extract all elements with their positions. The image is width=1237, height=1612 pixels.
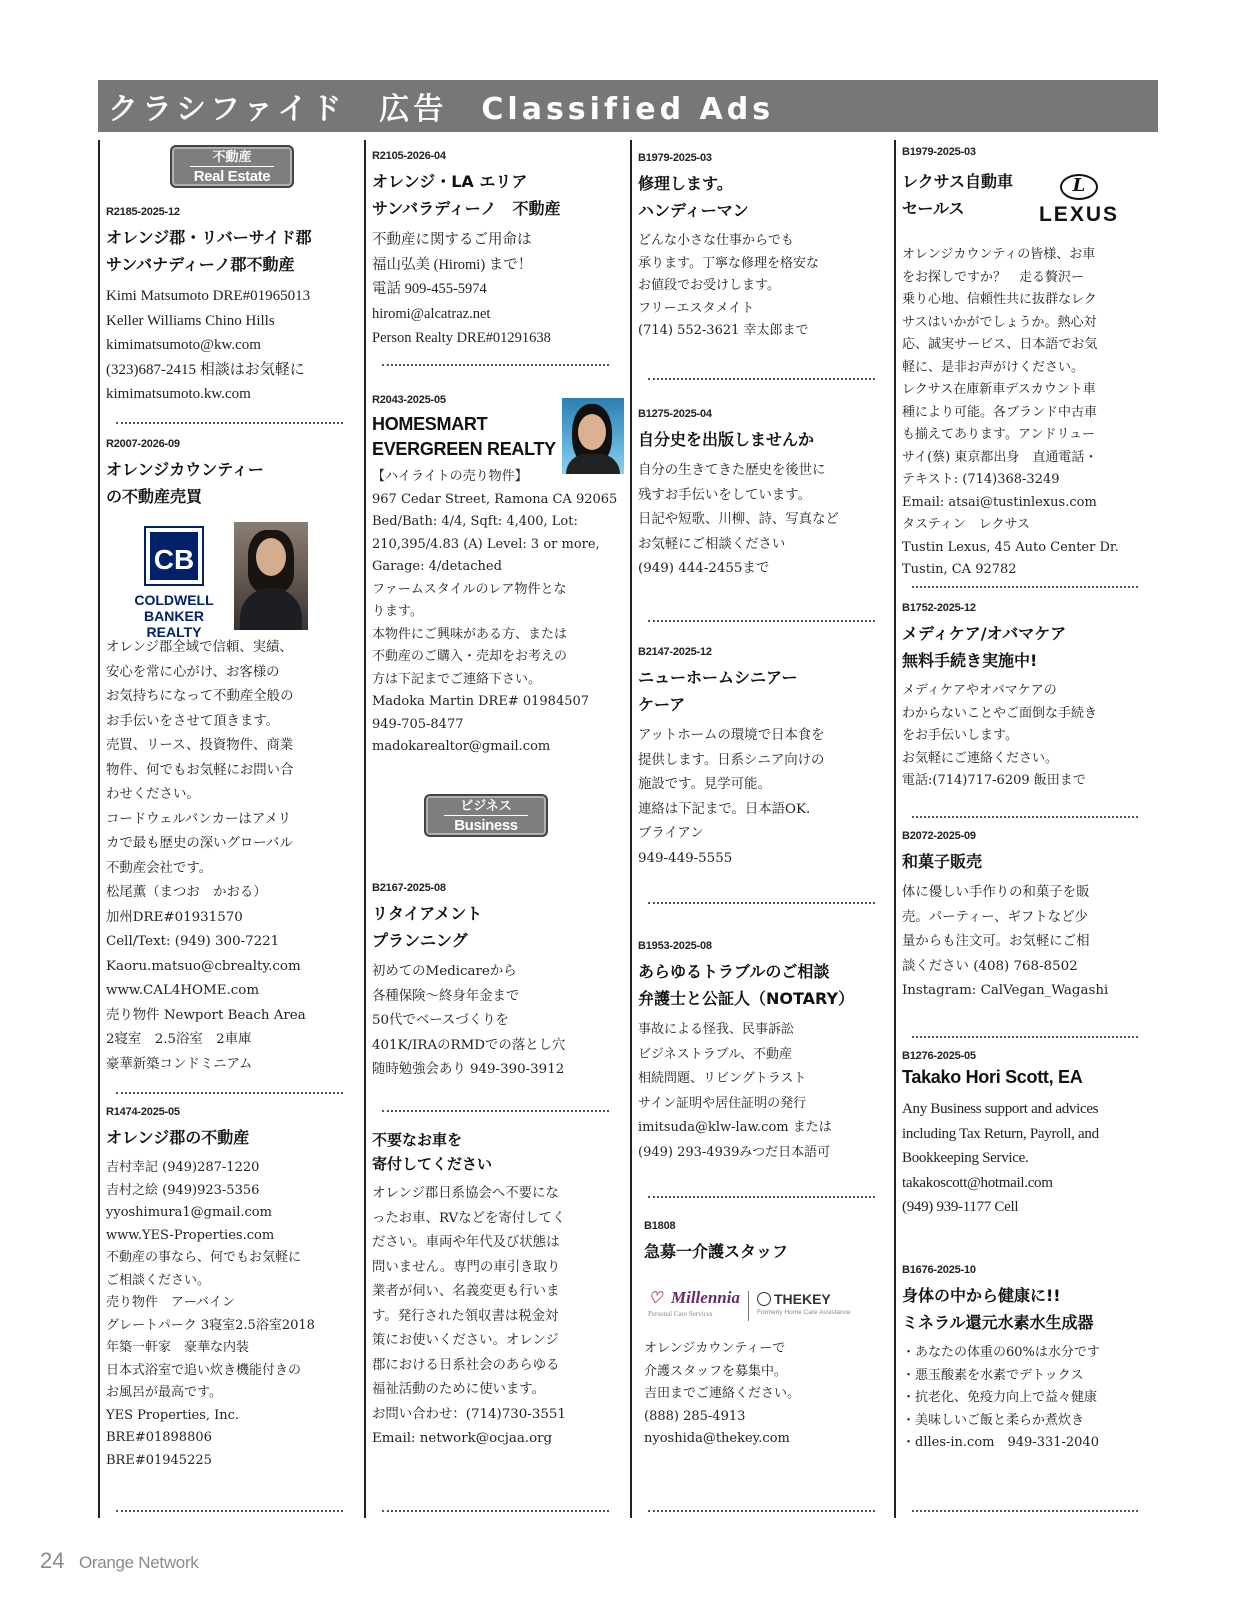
ad-b1979-handyman — [638, 152, 887, 343]
column-2 — [364, 140, 629, 1518]
divider — [648, 620, 875, 622]
page-footer — [40, 1548, 199, 1574]
column-3 — [630, 140, 895, 1518]
divider — [648, 902, 875, 904]
lexus-emblem-icon: L — [1060, 174, 1098, 200]
ad-title: 和菓子販売 — [902, 852, 983, 871]
ad-code: B1752-2025-12 — [902, 602, 976, 614]
ad-title: 身体の中から健康に!! ミネラル還元水素水生成器 — [902, 1286, 1094, 1332]
ad-b1752 — [902, 602, 1150, 793]
divider — [648, 378, 875, 380]
ad-b1953 — [638, 940, 887, 1165]
ad-code: R2185-2025-12 — [106, 206, 180, 218]
ad-body: どんな小さな仕事からでも 承ります。丁寧な修理を格安な お値段でお受けします。 フリーエスタメイト (714) 552-3621 幸太郎まで — [638, 233, 819, 338]
ad-body: Any Business support and advices including Tax Return, Payroll, and Bookkeeping Service. takakoscott@hotmail.com (949) 939-1177 Cell — [902, 1101, 1099, 1215]
divider — [382, 1110, 609, 1112]
cb-logo-text: COLDWELL BANKER REALTY — [134, 592, 214, 640]
ad-r1474 — [106, 1106, 355, 1472]
key-icon — [757, 1292, 771, 1306]
divider — [382, 1510, 609, 1512]
ad-body: 【ハイライトの売り物件】 967 Cedar Street, Ramona CA 92065 Bed/Bath: 4/4, Sqft: 4,400, Lot: 210,395/4.83 (A) Level: 3 or more, Garage: 4/detached ファームスタイルのレア物件とな ります。 本物件にご興味がある方、または 不動産のご購入・売却をお考えの 方は下記までご連絡下さい。 Madoka Martin DRE# 01984507 949-705-8477 madokarealtor@gmail.com — [372, 469, 618, 754]
section-jp-label: ビジネス — [444, 796, 528, 816]
ad-body: 不動産に関するご用命は 福山弘美 (Hiromi) まで！ 電話 909-455-5974 hiromi@alcatraz.net Person Realty DRE#01291638 — [372, 232, 551, 346]
ad-code: B1275-2025-04 — [638, 408, 712, 420]
ad-body: 自分の生きてきた歴史を後世に 残すお手伝いをしています。 日記や短歌、川柳、詩、写真など お気軽にご相談ください (949) 444-2455まで — [638, 463, 839, 576]
care-company-logos — [648, 1286, 851, 1326]
divider — [912, 586, 1138, 588]
heart-icon: ♡ — [648, 1290, 663, 1307]
ad-body: オレンジ郡全域で信頼、実績、 安心を常に心がけ、お客様の お気持ちになって不動産全般の お手伝いをさせて頂きます。 売買、リース、投資物件、商業 物件、何でもお気軽にお問い合 わせください。 コードウェルバンカーはアメリ カで最も歴史の深いグローバル 不動産会社です。 松尾薫（まつお かおる） 加州DRE#01931570 Cell/Text: (949) 300-7221 Kaoru.matsuo@cbrealty.com www.CAL4HOME.com 売り物件 Newport Beach Area 2寝室 2.5浴室 2車庫 豪華新築コンドミニアム — [106, 640, 306, 1072]
divider — [648, 1196, 875, 1198]
ad-b1808-body — [644, 1338, 887, 1451]
divider — [912, 1510, 1138, 1512]
ad-body: アットホームの環境で日本食を 提供します。日系シニア向けの 施設です。見学可能。 連絡は下記まで。日本語OK. ブライアン 949-449-5555 — [638, 728, 825, 866]
ad-title: リタイアメント プランニング — [372, 904, 483, 950]
ad-title: オレンジ郡・リバーサイド郡 サンバナディーノ郡不動産 — [106, 228, 312, 274]
ad-car-donation — [372, 1122, 621, 1452]
ad-body: 事故による怪我、民事訴訟 ビジネストラブル、不動産 相続問題、リビングトラスト サイン証明や居住証明の発行 imitsuda@klw-law.com または (949) 293-4939みつだ日本語可 — [638, 1022, 832, 1160]
divider — [648, 1510, 875, 1512]
ad-r2105 — [372, 150, 621, 351]
ad-title: オレンジカウンティー の不動産売買 — [106, 460, 264, 506]
ad-body: 体に優しい手作りの和菓子を販 売。パーティー、ギフトなど少 量からも注文可。お気軽にご相 談ください (408) 768-8502 Instagram: CalVegan_Wagashi — [902, 885, 1109, 998]
ad-title: オレンジ郡の不動産 — [106, 1128, 250, 1147]
ad-b1276 — [902, 1050, 1150, 1220]
ad-b2072 — [902, 830, 1150, 1004]
ad-title: HOMESMART EVERGREEN REALTY — [372, 414, 556, 459]
ad-b1676 — [902, 1264, 1150, 1455]
agent-photo — [234, 522, 308, 630]
ad-body: 吉村幸記 (949)287-1220 吉村之絵 (949)923-5356 yyoshimura1@gmail.com www.YES-Properties.com 不動産の事なら、何でもお気軽に ご相談ください。 売り物件 アーバイン グレートパーク 3寝室2.5浴室2018 年築一軒家 豪華な内装 日本式浴室で追い炊き機能付きの お風呂が最高です。 YES Properties, Inc. BRE#01898806 BRE#01945225 — [106, 1160, 315, 1468]
ad-body: オレンジカウンティーで 介護スタッフを募集中。 吉田までご連絡ください。 (888) 285-4913 nyoshida@thekey.com — [644, 1341, 801, 1446]
ad-body: オレンジカウンティの皆様、お車 をお探しですか？ 走る贅沢ー 乗り心地、信頼性共に抜群なレク サスはいかがでしょうか。熱心対 応、誠実サービス、日本語でお気 軽に、是非お声がけください。 レクサス在庫新車デスカウント車 種により可能。各ブランド中古車 も揃えてあります。アンドリュー サイ(蔡) 東京都出身 直通電話・ テキスト: (714)368-3249 Email: atsai@tustinlexus.com タスティン レクサス Tustin Lexus, 45 Auto Center Dr. Tustin, CA 92782 — [902, 247, 1119, 577]
ad-code: B1676-2025-10 — [902, 1264, 976, 1276]
ad-title: 不要なお車を 寄付してください — [372, 1131, 493, 1173]
ad-title: オレンジ・LA エリア サンバラディーノ 不動産 — [372, 172, 561, 218]
ad-title: メディケア/オバマケア 無料手続き実施中! — [902, 624, 1067, 670]
ad-code: B1808 — [644, 1220, 676, 1232]
ad-body: 初めてのMedicareから 各種保険〜終身年金まで 50代でベースづくりを 401K/IRAのRMDでの落とし穴 随時勉強会あり 949-390-3912 — [372, 964, 566, 1077]
ad-code: B2147-2025-12 — [638, 646, 712, 658]
ad-title: Takako Hori Scott, EA — [902, 1067, 1083, 1087]
ad-code: B1979-2025-03 — [638, 152, 712, 164]
agent-photo — [562, 398, 624, 474]
column-4 — [894, 140, 1158, 1518]
section-badge-real-estate — [170, 145, 294, 188]
coldwell-banker-logo — [128, 528, 220, 638]
publication-name: Orange Network — [78, 1553, 199, 1572]
ad-b2147 — [638, 646, 887, 871]
divider — [116, 1092, 343, 1094]
ad-code: B2167-2025-08 — [372, 882, 446, 894]
page-banner: クラシファイド 広告 Classified Ads — [98, 80, 1158, 132]
ad-code: B1276-2025-05 — [902, 1050, 976, 1062]
page-number: 24 — [40, 1548, 65, 1573]
ad-r2007 — [106, 438, 355, 510]
ad-b1808 — [644, 1220, 887, 1265]
ad-b1979-lexus-body — [902, 244, 1150, 582]
ad-code: R1474-2025-05 — [106, 1106, 180, 1118]
ad-title: 修理します。 ハンディーマン — [638, 174, 749, 220]
divider — [116, 1510, 343, 1512]
ad-title: ニューホームシニアー ケーア — [638, 668, 798, 714]
lexus-logo — [1024, 174, 1134, 227]
ad-r2185 — [106, 206, 355, 407]
ad-body: Kimi Matsumoto DRE#01965013 Keller Williams Chino Hills kimimatsumoto@kw.com (323)687-2415 相談はお気軽に kimimatsumoto.kw.com — [106, 288, 311, 402]
ad-b1275 — [638, 408, 887, 582]
section-badge-business — [424, 794, 548, 837]
millennia-logo: ♡ Millennia Personal Care Services — [648, 1288, 740, 1318]
ad-body: メディケアやオバマケアの わからないことやご面倒な手続き をお手伝いします。 お気軽にご連絡ください。 電話:(714)717-6209 飯田まで — [902, 683, 1098, 788]
ad-body: ・あなたの体重の60%は水分です ・悪玉酸素を水素でデトックス ・抗老化、免疫力向上で益々健康 ・美味しいご飯と柔らか煮炊き ・dlles-in.com 949-331-2040 — [902, 1345, 1100, 1450]
ad-title: 急募一介護スタッフ — [644, 1242, 789, 1261]
divider — [382, 364, 609, 366]
ad-code: B2072-2025-09 — [902, 830, 976, 842]
ad-code: R2105-2026-04 — [372, 150, 446, 162]
ad-r2007-body — [106, 636, 355, 1077]
divider — [912, 1036, 1138, 1038]
divider — [912, 816, 1138, 818]
lexus-wordmark: LEXUS — [1038, 203, 1119, 226]
ad-b2167 — [372, 882, 621, 1083]
cb-logo-mark: CB — [146, 528, 202, 584]
ad-body: オレンジ郡日系協会へ不要にな ったお車、RVなどを寄付してく ださい。車両や年代及び状態は 問いません。専門の車引き取り 業者が伺い、名義変更も行いま す。発行された領収書は税金対 策にお使いください。オレンジ 郡における日系社会のあらゆる 福祉活動のために使います。 お問い合わせ：(714)730-3551 Email: network@ocjaa.org — [372, 1186, 566, 1446]
ad-code: R2007-2026-09 — [106, 438, 180, 450]
ad-code: B1953-2025-08 — [638, 940, 712, 952]
divider — [116, 422, 343, 424]
section-jp-label: 不動産 — [190, 147, 274, 167]
ad-code: B1979-2025-03 — [902, 146, 976, 158]
section-en-label: Business — [454, 817, 518, 834]
ad-title: あらゆるトラブルのご相談 弁護士と公証人（NOTARY） — [638, 962, 855, 1008]
ad-title: レクサス自動車 セールス — [902, 172, 1014, 218]
thekey-logo: THEKEY Formerly Home Care Assistance — [756, 1291, 851, 1316]
ad-code: R2043-2025-05 — [372, 394, 446, 406]
section-en-label: Real Estate — [193, 168, 271, 185]
column-1 — [98, 140, 363, 1518]
ad-title: 自分史を出版しませんか — [638, 430, 815, 449]
